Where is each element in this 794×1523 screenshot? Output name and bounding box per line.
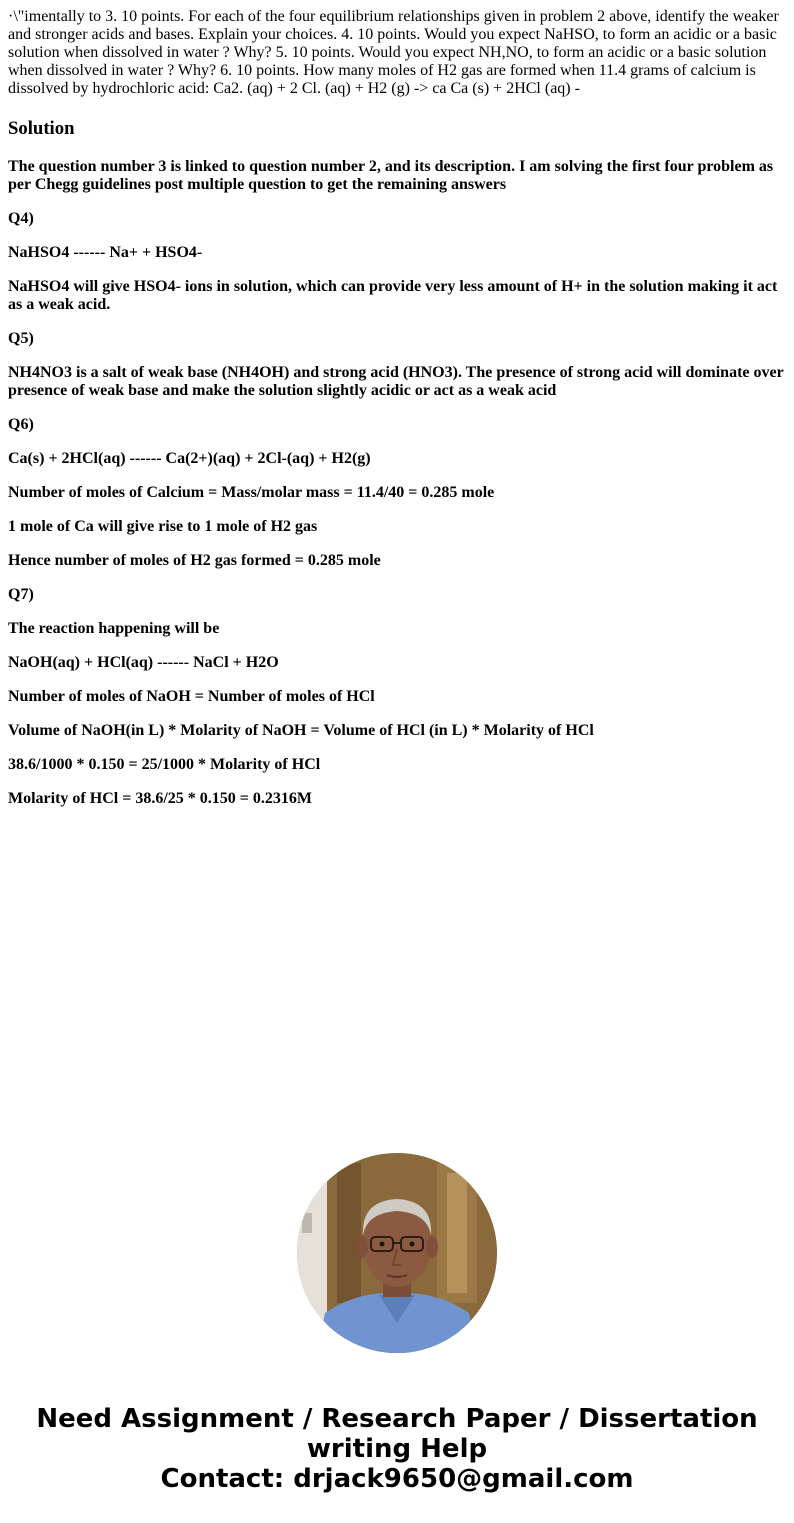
avatar	[297, 1153, 497, 1353]
solution-paragraph: Q4)	[8, 210, 34, 227]
solution-paragraph: The reaction happening will be	[8, 620, 220, 637]
solution-paragraph: NaHSO4 will give HSO4- ions in solution, which can provide very less amount of H+ in the solution making it act as a weak acid.	[8, 278, 778, 313]
person-photo-icon	[297, 1153, 497, 1353]
solution-paragraph: 1 mole of Ca will give rise to 1 mole of H2 gas	[8, 518, 318, 535]
question-text: ·\"imentally to 3. 10 points. For each of the four equilibrium relationships given in problem 2 above, identify the weaker and stronger acids and bases. Explain your choices. 4. 10 points. Would you expect NaHSO, to form an acidic or a basic solution when dissolved in water ? Why? 5. 10 points. Would you expect NH,NO, to form an acidic or a basic solution when dissolved in water ? Why? 6. 10 points. How many moles of H2 gas are formed when 11.4 grams of calcium is dissolved by hydrochloric acid: Ca2. (aq) + 2 Cl. (aq) + H2 (g) -> ca Ca (s) + 2HCl (aq) -	[8, 8, 779, 97]
document-content	[8, 8, 786, 824]
solution-paragraph: Hence number of moles of H2 gas formed = 0.285 mole	[8, 552, 381, 569]
solution-paragraph: Q6)	[8, 416, 34, 433]
solution-body	[8, 158, 786, 808]
solution-paragraph: NH4NO3 is a salt of weak base (NH4OH) and strong acid (HNO3). The presence of strong acid will dominate over presence of weak base and make the solution slightly acidic or act as a weak acid	[8, 364, 784, 399]
promo-banner	[0, 1404, 794, 1494]
solution-paragraph: Q5)	[8, 330, 34, 347]
solution-paragraph: The question number 3 is linked to question number 2, and its description. I am solving the first four problem as per Chegg guidelines post multiple question to get the remaining answers	[8, 158, 774, 193]
solution-paragraph: Volume of NaOH(in L) * Molarity of NaOH = Volume of HCl (in L) * Molarity of HCl	[8, 722, 594, 739]
solution-paragraph: Number of moles of Calcium = Mass/molar mass = 11.4/40 = 0.285 mole	[8, 484, 495, 501]
solution-paragraph: Molarity of HCl = 38.6/25 * 0.150 = 0.2316M	[8, 790, 312, 807]
solution-paragraph: NaHSO4 ------ Na+ + HSO4-	[8, 244, 203, 261]
promo-contact: Contact: drjack9650@gmail.com	[160, 1464, 634, 1494]
solution-paragraph: Ca(s) + 2HCl(aq) ------ Ca(2+)(aq) + 2Cl-(aq) + H2(g)	[8, 450, 371, 467]
promo-line-2: writing Help	[306, 1434, 488, 1464]
solution-paragraph: NaOH(aq) + HCl(aq) ------ NaCl + H2O	[8, 654, 279, 671]
promo-line-1: Need Assignment / Research Paper / Dissertation	[36, 1404, 758, 1434]
solution-heading: Solution	[8, 118, 75, 139]
solution-paragraph: 38.6/1000 * 0.150 = 25/1000 * Molarity of HCl	[8, 756, 321, 773]
solution-paragraph: Q7)	[8, 586, 34, 603]
solution-paragraph: Number of moles of NaOH = Number of moles of HCl	[8, 688, 375, 705]
